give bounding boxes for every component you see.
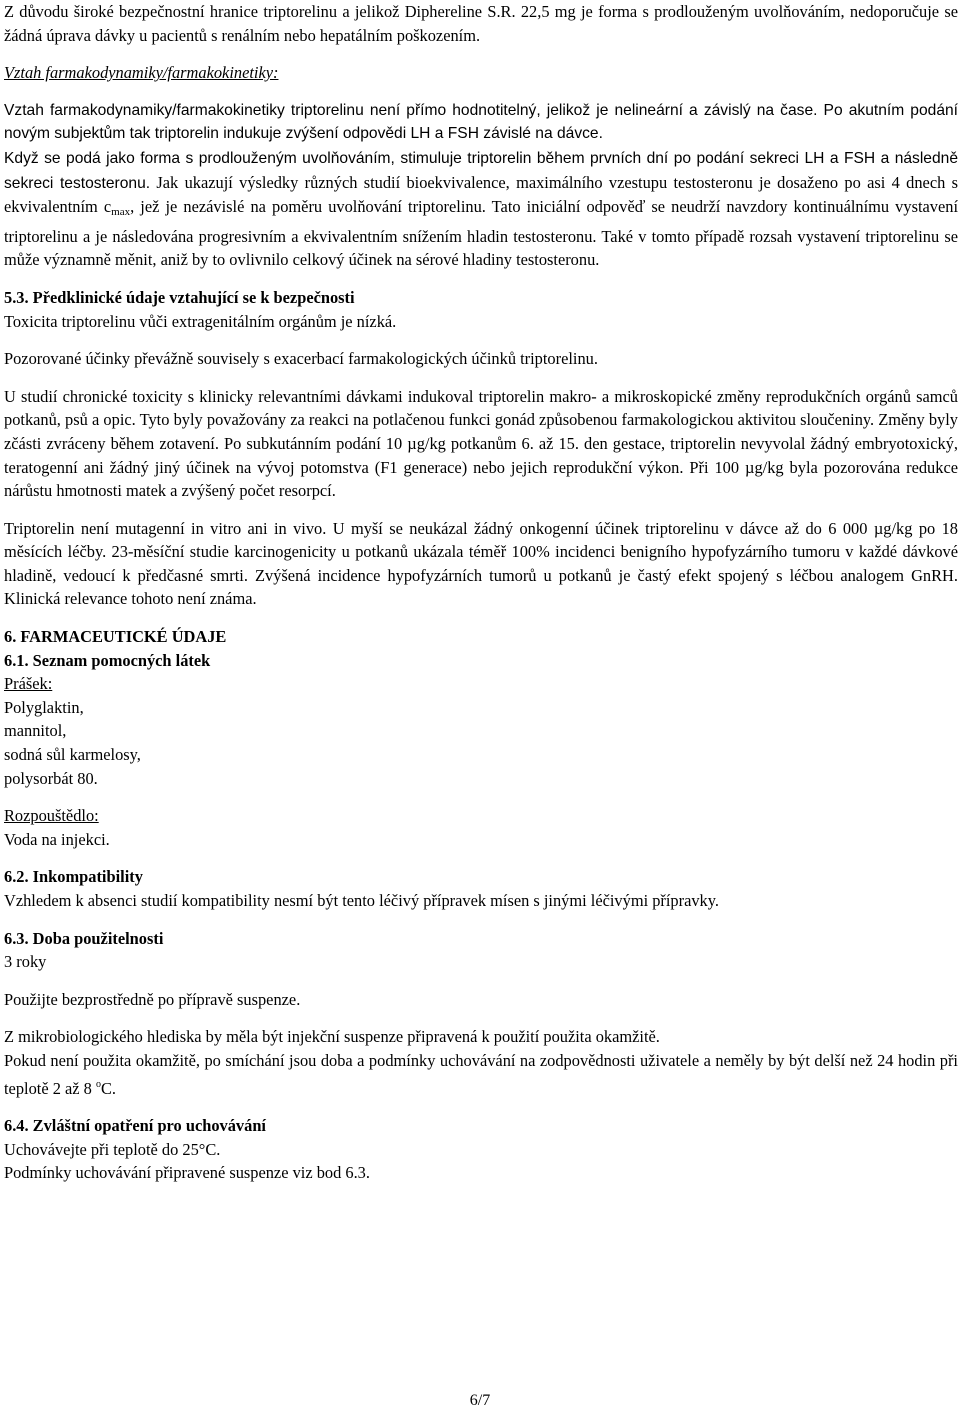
s62-text: Vzhledem k absenci studií kompatibility nesmí být tento léčivý přípravek mísen s jinými léčivými přípravky.	[4, 891, 719, 910]
s53-paragraph-1: Toxicita triptorelinu vůči extragenitálním orgánům je nízká.	[4, 311, 397, 331]
powder-item: mannitol,	[4, 721, 67, 741]
s53-paragraph-3: U studií chronické toxicity s klinicky relevantními dávkami indukoval triptorelin makro- a mikroskopické změny reprodukčních orgánů samců potkanů, psů a opic. Tyto byly považovány za reakci na potlačenou funkci gonád způsobenou farmakologickou aktivitou sloučeniny. Změny byly zčásti zvráceny během zotavení. Po subkutánním podání 10 µg/kg potkanům 6. až 15. den gestace, triptorelin nevyvolal žádný embryotoxický, teratogenní ani žádný jiný účinek na vývoj potomstva (F1 generace) nebo jejich reprodukční výkon. Při 100 µg/kg byla pozorována redukce nárůstu hmotnosti matek a zvýšený počet resorpcí.	[4, 386, 958, 501]
powder-item: Polyglaktin,	[4, 697, 84, 717]
pkpd-paragraph-2a: Když se podá jako forma s prodlouženým uvolňováním, stimuluje triptorelin během prvních dní po podání sekreci LH a FSH a následně sekreci testosteronu.	[4, 149, 958, 192]
section-6-3-heading: 6.3. Doba použitelnosti	[4, 928, 164, 948]
s63-paragraph-3b	[4, 1049, 958, 1100]
s53-paragraph-2: Pozorované účinky převážně souvisely s exacerbací farmakologických účinků triptorelinu.	[4, 349, 598, 369]
s63-paragraph-3c-text: C.	[100, 1078, 116, 1098]
solvent-label: Rozpouštědlo:	[4, 806, 99, 826]
pkpd-paragraph-2c: , jež je nezávislé na poměru uvolňování triptorelinu. Tato iniciální odpověď se neudrží navzdory kontinuálnímu vystavení triptorelinu a je následována progresivním a ekvivalentním snížením hladin testosteronu. Také v tomto případě rozsah vystavení triptorelinu se může významně měnit, aniž by to ovlivnilo celkový účinek na sérové hladiny testosteronu.	[4, 197, 958, 270]
section-6-2-heading: 6.2. Inkompatibility	[4, 867, 143, 887]
section-6-4-heading: 6.4. Zvláštní opatření pro uchovávání	[4, 1116, 266, 1136]
s64-text-1: Uchovávejte při teplotě do 25°C.	[4, 1139, 221, 1159]
solvent-item: Voda na injekci.	[4, 829, 110, 849]
solvent-label-line	[4, 804, 958, 828]
cmax-subscript: max	[111, 206, 131, 219]
s63-shelf-life: 3 roky	[4, 952, 47, 972]
s63-paragraph-3a: Z mikrobiologického hlediska by měla být injekční suspenze připravená k použití použita okamžitě.	[4, 1027, 660, 1047]
powder-item: sodná sůl karmelosy,	[4, 745, 141, 765]
powder-label: Prášek:	[4, 674, 53, 694]
pkpd-heading: Vztah farmakodynamiky/farmakokinetiky:	[4, 63, 279, 83]
intro-paragraph: Z důvodu široké bezpečnostní hranice triptorelinu a jelikož Diphereline S.R. 22,5 mg je forma s prodlouženým uvolňováním, nedoporučuje se žádná úprava dávky u pacientů s renálním nebo hepatálním poškozením.	[4, 2, 958, 45]
document-page	[4, 0, 958, 1185]
pkpd-paragraph-1: Vztah farmakodynamiky/farmakokinetiky triptorelinu není přímo hodnotitelný, jelikož je nelineární a závislý na čase. Po akutním podání novým subjektům tak triptorelin indukuje zvýšení odpovědi LH a FSH závislé na dávce.	[4, 101, 958, 143]
powder-label-line	[4, 672, 958, 696]
section-5-3-heading: 5.3. Předklinické údaje vztahující se k bezpečnosti	[4, 287, 355, 307]
pkpd-paragraph-2b: Jak ukazují výsledky různých studií bioekvivalence, maximálního vzestupu testosteronu je dosaženo po asi 4 dnech s ekvivalentním c	[4, 172, 958, 217]
s64-text-2: Podmínky uchovávání připravené suspenze viz bod 6.3.	[4, 1163, 370, 1183]
s53-paragraph-4: Triptorelin není mutagenní in vitro ani in vivo. U myší se neukázal žádný onkogenní účinek triptorelinu v dávce až do 6 000 µg/kg po 18 měsících léčby. 23-měsíční studie karcinogenicity u potkanů ukázala téměř 100% incidenci benigního hypofyzárního tumoru v každé dávkové hladině, vedoucí k předčasné smrti. Zvýšená incidence hypofyzárních tumorů u potkanů je častý efekt spojený s léčbou analogem GnRH. Klinická relevance tohoto není známa.	[4, 518, 958, 609]
pkpd-paragraph-2	[4, 146, 958, 272]
section-6-heading: 6. FARMACEUTICKÉ ÚDAJE	[4, 627, 227, 647]
powder-item: polysorbát 80.	[4, 768, 98, 788]
degree-superscript: o	[95, 1078, 101, 1090]
section-6-1-heading: 6.1. Seznam pomocných látek	[4, 650, 211, 670]
page-number: 6/7	[469, 1392, 491, 1409]
s63-paragraph-2: Použijte bezprostředně po přípravě suspenze.	[4, 989, 301, 1009]
s63-paragraph-3b-text: Pokud není použita okamžitě, po smíchání jsou doba a podmínky uchovávání na zodpovědnosti uživatele a neměly by být delší než 24 hodin při teplotě 2 až 8	[4, 1050, 958, 1098]
